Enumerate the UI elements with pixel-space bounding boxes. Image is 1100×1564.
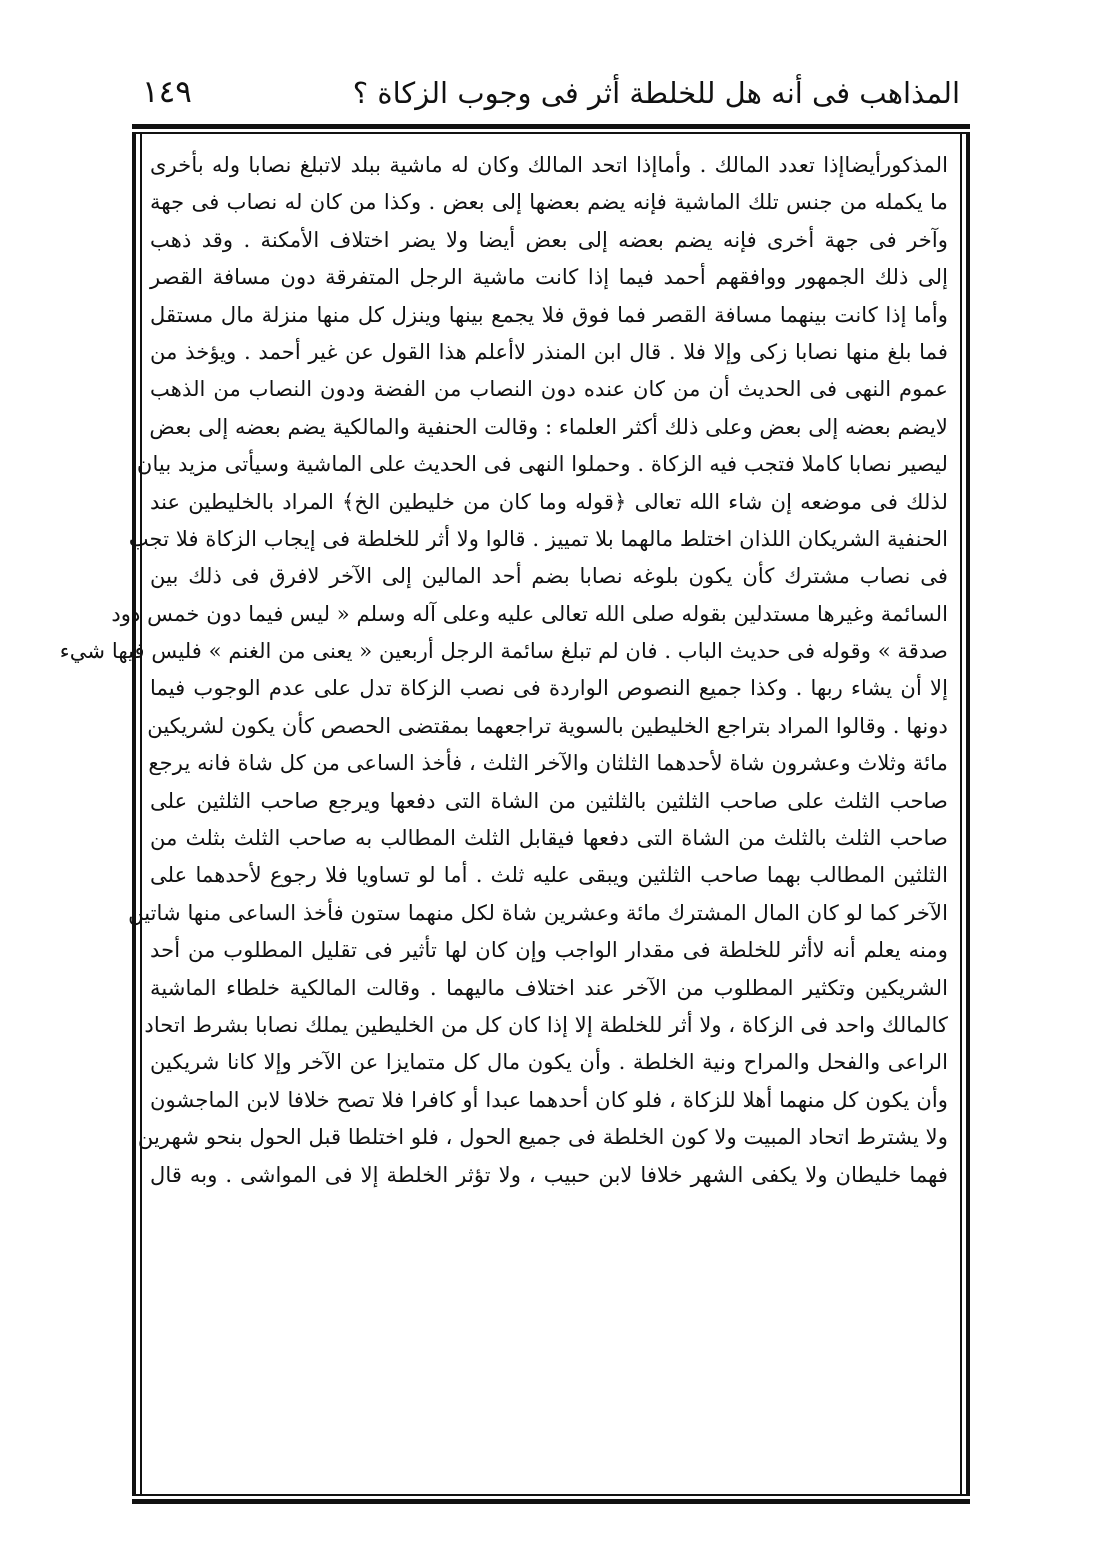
page-header — [140, 70, 960, 126]
left-rule-thin — [140, 132, 142, 1496]
text-line: وأن يكون كل منهما أهلا للزكاة ، فلو كان أحدهما عبدا أو كافرا فلا تصح خلافا لابن الماجشون — [150, 1086, 948, 1112]
text-line: ولا يشترط اتحاد المبيت ولا كون الخلطة فى جميع الحول ، فلو اختلطا قبل الحول بنحو شهرين — [137, 1124, 948, 1150]
text-line: صدقة » وقوله فى حديث الباب . فان لم تبلغ سائمة الرجل أربعين « يعنى من الغنم » فليس فيها شيء — [59, 638, 948, 664]
text-line: الآخر كما لو كان المال المشترك مائة وعشرين شاة لكل منهما ستون فأخذ الساعى منها شاتين — [128, 899, 948, 925]
text-line: دونها . وقالوا المراد بتراجع الخليطين بالسوية تراجعهما بمقتضى الحصص كأن يكون لشريكين — [147, 712, 948, 738]
text-line: إلى ذلك الجمهور ووافقهم أحمد فيما إذا كانت ماشية الرجل المتفرقة دون مسافة القصر — [150, 264, 948, 290]
running-title: المذاهب فى أنه هل للخلطة أثر فى وجوب الزكاة ؟ — [352, 76, 960, 110]
text-line: فى نصاب مشترك كأن يكون بلوغه نصابا بضم أحد المالين إلى الآخر لافرق فى ذلك بين — [150, 563, 948, 589]
text-line: مائة وثلاث وعشرون شاة لأحدهما الثلثان والآخر الثلث ، فأخذ الساعى من كل شاة فانه يرجع — [148, 750, 948, 776]
text-line: كالمالك واحد فى الزكاة ، ولا أثر للخلطة إلا إذا كان كل من الخليطين يملك نصابا بشرط اتحاد — [144, 1011, 948, 1037]
page-number: ١٤٩ — [142, 74, 192, 110]
text-line: الراعى والفحل والمراح ونية الخلطة . وأن يكون مال كل متمايزا عن الآخر وإلا كانا شريكين — [150, 1049, 948, 1075]
footer-rule-thick — [132, 1499, 970, 1504]
text-line: ليصير نصابا كاملا فتجب فيه الزكاة . وحملوا النهى فى الحديث على الماشية وسيأتى مزيد بيان — [136, 451, 948, 477]
text-line: صاحب الثلث على صاحب الثلثين بالثلثين من الشاة التى دفعها ويرجع صاحب الثلثين على — [150, 787, 948, 813]
right-rule-thick — [966, 132, 970, 1496]
text-line: الحنفية الشريكان اللذان اختلط مالهما بلا تمييز . قالوا ولا أثر للخلطة فى إيجاب الزكاة فلا تجب — [128, 525, 948, 551]
text-line: السائمة وغيرها مستدلين بقوله صلى الله تعالى عليه وعلى آله وسلم « ليس فيما دون خمس ذود — [111, 600, 948, 626]
text-line: فما بلغ منها نصابا زكى وإلا فلا . قال ابن المنذر لاأعلم هذا القول عن غير أحمد . ويؤخذ من — [150, 338, 948, 364]
text-line: ما يكمله من جنس تلك الماشية فإنه يضم بعضها إلى بعض . وكذا من كان له نصاب فى جهة — [150, 189, 948, 215]
text-line: المذكورأيضاإذا تعدد المالك . وأماإذا اتحد المالك وكان له ماشية ببلد لاتبلغ نصابا وله بأخرى — [150, 152, 948, 177]
footer-rule-thin — [132, 1494, 970, 1496]
header-rule-thick — [132, 124, 970, 129]
text-line: إلا أن يشاء ربها . وكذا جميع النصوص الواردة فى نصب الزكاة تدل على عدم الوجوب فيما — [150, 675, 948, 701]
body-text — [59, 146, 948, 1491]
right-rule-thin — [960, 132, 962, 1496]
text-line: صاحب الثلث بالثلث من الشاة التى دفعها فيقابل الثلث المطالب به صاحب الثلث بثلث من — [150, 825, 948, 851]
text-line: عموم النهى فى الحديث أن من كان عنده دون النصاب من الفضة ودون النصاب من الذهب — [150, 376, 948, 402]
text-line: الشريكين وتكثير المطلوب من الآخر عند اختلاف ماليهما . وقالت المالكية خلطاء الماشية — [150, 974, 948, 1000]
text-line: وأما إذا كانت بينهما مسافة القصر فما فوق فلا يجمع بينها وينزل كل منها منزلة مال مستقل — [150, 301, 948, 327]
text-line: لذلك فى موضعه إن شاء الله تعالى ﴿قوله وما كان من خليطين الخ﴾ المراد بالخليطين عند — [150, 488, 948, 514]
text-line: الثلثين المطالب بهما صاحب الثلثين ويبقى عليه ثلث . أما لو تساويا فلا رجوع لأحدهما على — [150, 862, 948, 888]
left-rule-thick — [132, 132, 136, 1496]
text-line: لايضم بعضه إلى بعض وعلى ذلك أكثر العلماء : وقالت الحنفية والمالكية يضم بعضه إلى بعض — [149, 413, 948, 439]
text-line: ومنه يعلم أنه لاأثر للخلطة فى مقدار الواجب وإن كان لها تأثير فى تقليل المطلوب من أحد — [150, 937, 948, 963]
text-line: فهما خليطان ولا يكفى الشهر خلافا لابن حبيب ، ولا تؤثر الخلطة إلا فى المواشى . وبه قال — [150, 1161, 948, 1187]
header-rule-thin — [132, 132, 970, 134]
text-line: وآخر فى جهة أخرى فإنه يضم بعضه إلى بعض أيضا ولا يضر اختلاف الأمكنة . وقد ذهب — [150, 226, 948, 252]
